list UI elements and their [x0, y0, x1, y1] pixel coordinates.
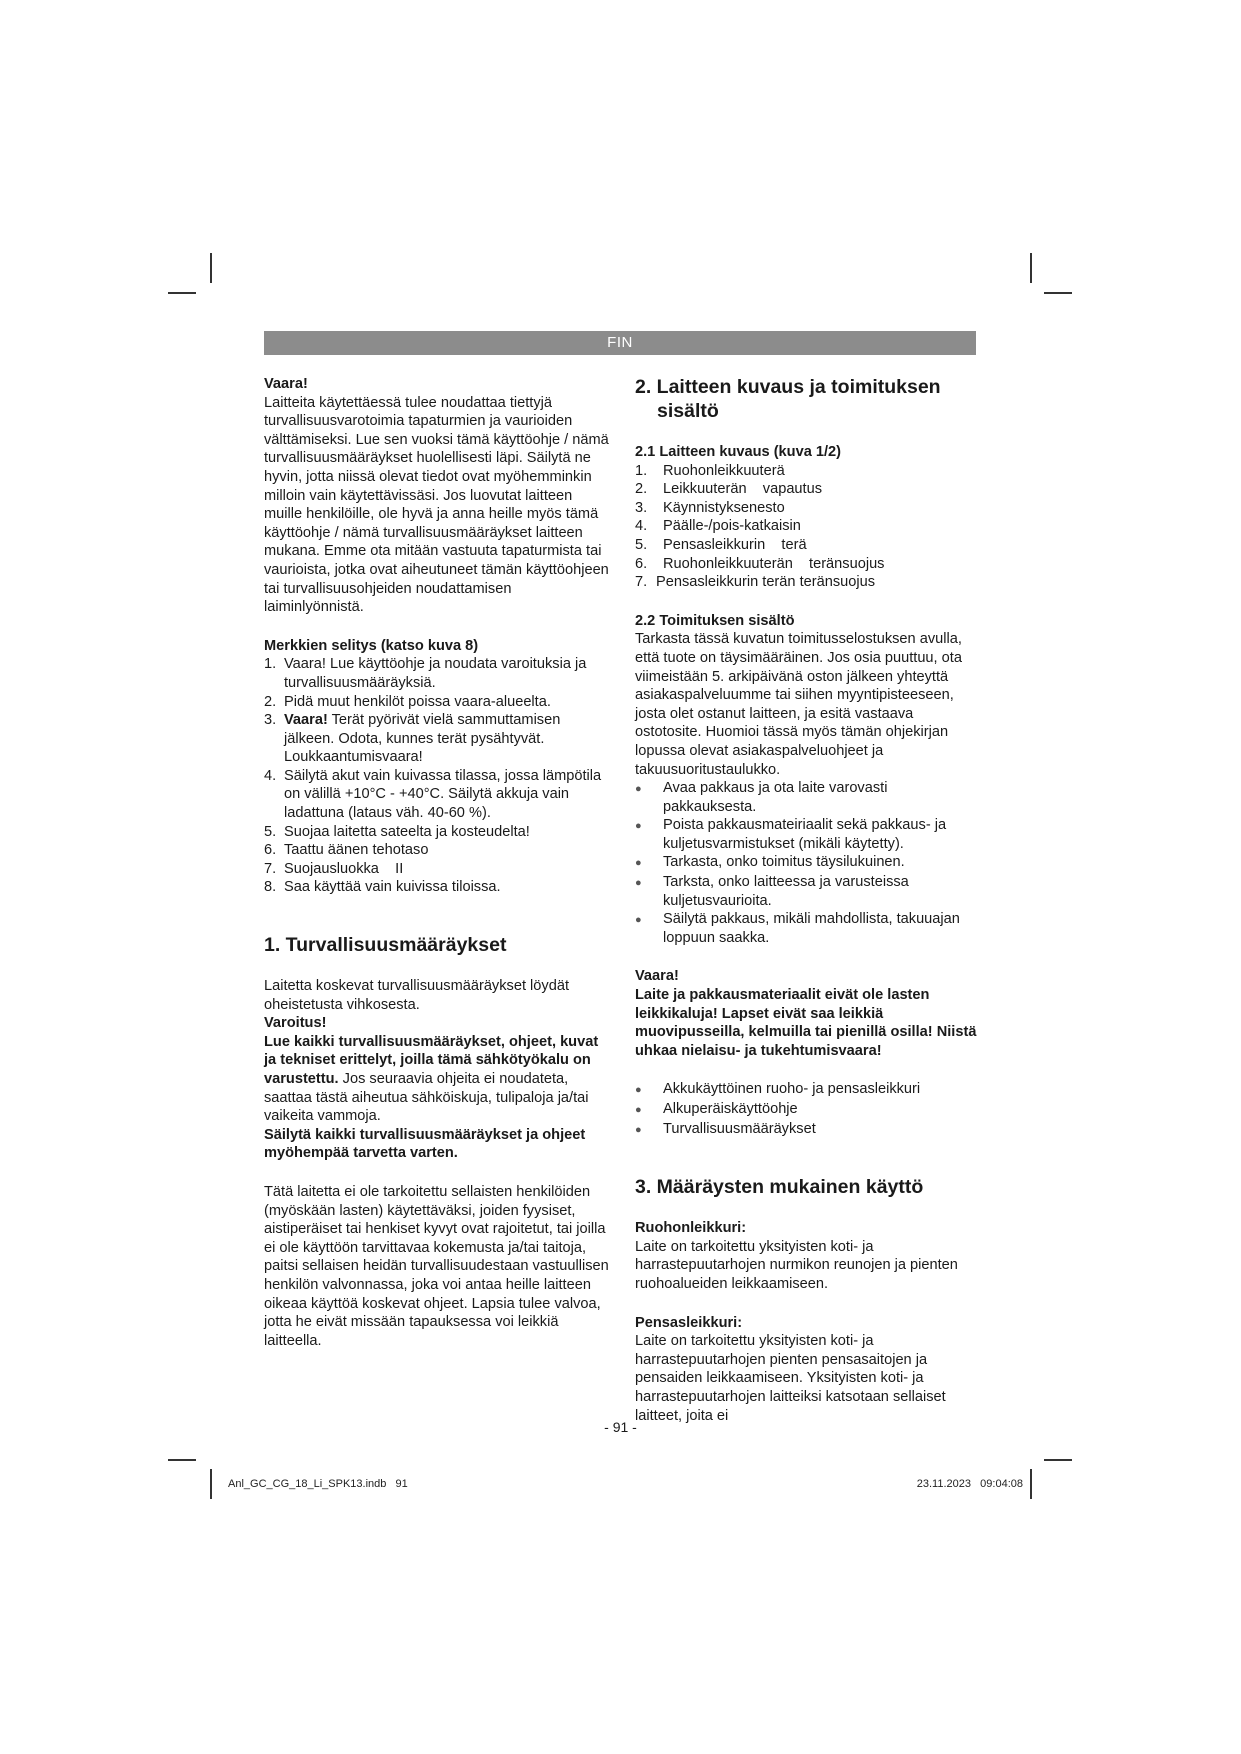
list-item: ● Akkukäyttöinen ruoho- ja pensasleikkuri: [635, 1080, 980, 1100]
section-1-title: 1. Turvallisuusmääräykset: [264, 934, 507, 957]
crop-mark: [1030, 1469, 1032, 1499]
section-3-title: 3. Määräysten mukainen käyttö: [635, 1176, 924, 1199]
list-item: ● Avaa pakkaus ja ota laite varovasti pakkauksesta.: [635, 780, 888, 815]
list-item: 6. Taattu äänen tehotaso: [264, 842, 429, 859]
hedge-trimmer-text: Laite on tarkoitettu yksityisten koti- ja harrastepuutarhojen pienten pensasaitojen ja pensaiden leikkaamiseen. Yksityisten koti- ja harrastepuutarhojen laitteiksi katsotaan sellaiset laitteet, joita ei: [635, 1333, 946, 1424]
hedge-trimmer-heading: Pensasleikkuri:: [635, 1314, 743, 1331]
list-item: 4. Päälle-/pois-katkaisin: [635, 518, 801, 535]
parts-list: [635, 462, 980, 592]
caution-text: Lue kaikki turvallisuusmääräykset, ohjeet, kuvat ja tekniset erittelyt, joilla tämä sähkötyökalu on varustettu. Jos seuraavia ohjeita ei noudateta, saattaa tästä aiheutua sähköiskuja, tulipaloja ja/tai vaikeita vammoja.: [264, 1033, 599, 1125]
bullet-icon: ●: [635, 877, 642, 890]
crop-mark: [210, 1469, 212, 1499]
list-item: ● Tarksta, onko laitteessa ja varusteissa kuljetusvaurioita.: [635, 874, 909, 909]
list-item: 3. Käynnistyksenesto: [635, 499, 785, 516]
bullet-icon: ●: [635, 820, 642, 833]
list-item: ● Tarkasta, onko toimitus täysilukuinen.: [635, 853, 980, 873]
delivery-contents-list: [635, 1080, 980, 1139]
list-item: 5. Pensasleikkurin terä: [635, 536, 807, 553]
section-2-title: 2. Laitteen kuvaus ja toimituksen sisältö: [635, 376, 941, 422]
list-item: 6. Ruohonleikkuuterän teränsuojus: [635, 555, 885, 572]
warning-heading-2: Vaara!: [635, 968, 679, 985]
bullet-icon: ●: [635, 783, 642, 796]
right-column: [635, 375, 980, 1425]
list-item: ● Säilytä pakkaus, mikäli mahdollista, takuuajan loppuun saakka.: [635, 911, 960, 946]
keep-instructions-text: Säilytä kaikki turvallisuusmääräykset ja ohjeet myöhempää tarvetta varten.: [264, 1126, 586, 1162]
crop-mark: [210, 253, 212, 283]
bullet-icon: ●: [635, 857, 642, 870]
page-number: - 91 -: [604, 1419, 637, 1435]
symbols-list: [264, 655, 610, 897]
warning-text: Laitteita käytettäessä tulee noudattaa tiettyjä turvallisuusvarotoimia tapaturmien ja vaurioiden välttämiseksi. Lue sen vuoksi tämä käyttöohje / nämä turvallisuusmääräykset huolellisesti läpi. Säilytä ne hyvin, jotta niissä olevat tiedot ovat myöhemminkin milloin vain käytettävissäsi. Jos luovutat laitteen muille henkilöille, ole hyvä ja anna heille myös tämä käyttöohje / nämä turvallisuusmääräykset laitteen mukana. Emme ota mitään vastuuta tapaturmista tai vaurioista, jotka ovat aiheutuneet tämän käyttöohjeen tai turvallisuusohjeiden noudattamisen laiminlyönnistä.: [264, 394, 609, 616]
lawn-trimmer-heading: Ruohonleikkuri:: [635, 1220, 747, 1237]
crop-mark: [1044, 292, 1072, 294]
crop-mark: [168, 1459, 196, 1461]
list-item: 4. Säilytä akut vain kuivassa tilassa, jossa lämpötila on välillä +10°C - +40°C. Säilytä akkuja vain ladattuna (lataus väh. 40-60 %).: [264, 767, 602, 822]
user-restriction-text: Tätä laitetta ei ole tarkoitettu sellaisten henkilöiden (myöskään lasten) käytettäväksi, joiden fyysiset, aistiperäiset tai henkiset kyvyt ovat rajoitetut, tai joilla ei ole käyttöön tarvittavaa kokemusta ja/tai taitoja, paitsi sellaisen heidän turvallisuudestaan vastuullisen henkilön valvonnassa, joka voi antaa heille laitteen oikeaa käyttöä koskevat ohjeet. Lapsia tulee valvoa, jotta he eivät missään tapauksessa voi leikkiä laitteella.: [264, 1183, 609, 1349]
list-item: ● Poista pakkausmateiriaalit sekä pakkaus- ja kuljetusvarmistukset (mikäli käytetty).: [635, 817, 947, 852]
footer-datetime: 23.11.2023 09:04:08: [916, 1478, 1023, 1490]
bullet-icon: ●: [635, 1104, 642, 1116]
unpacking-list: [635, 779, 980, 947]
list-item: 2. Leikkuuterän vapautus: [635, 481, 823, 498]
crop-mark: [1044, 1459, 1072, 1461]
crop-mark: [1030, 253, 1032, 283]
delivery-check-text: Tarkasta tässä kuvatun toimitusselostuksen avulla, että tuote on täysimääräinen. Jos osia puuttuu, ota viimeistään 5. arkipäivänä oston jälkeen yhteyttä asiakaspalveluumme tai siihen myyntipisteeseen, josta olet ostanut laitteen, ja esitä vastaava ostotosite. Huomioi tässä myös tämän ohjekirjan lopussa olevat asiakaspalveluohjeet ja takuusuoritustaulukko.: [635, 631, 962, 778]
section-2-2-heading: 2.2 Toimituksen sisältö: [635, 612, 795, 629]
list-item: 1. Ruohonleikkuuterä: [635, 462, 785, 479]
list-item: 2. Pidä muut henkilöt poissa vaara-alueelta.: [264, 693, 551, 710]
crop-mark: [168, 292, 196, 294]
list-item: 1. Vaara! Lue käyttöohje ja noudata varoituksia ja turvallisuusmääräyksiä.: [264, 656, 587, 691]
list-item: 7. Suojausluokka II: [264, 860, 404, 877]
symbols-heading: Merkkien selitys (katso kuva 8): [264, 637, 479, 654]
list-item: 5. Suojaa laitetta sateelta ja kosteudelta!: [264, 823, 530, 840]
list-item: 3. Vaara! Terät pyörivät vielä sammuttamisen jälkeen. Odota, kunnes terät pysähtyvät. Loukkaantumisvaara!: [264, 712, 561, 766]
list-item: 7. Pensasleikkurin terän teränsuojus: [635, 574, 876, 591]
packaging-warning-text: Laite ja pakkausmateriaalit eivät ole lasten leikkikaluja! Lapset eivät saa leikkiä muovipusseilla, kelmuilla tai pienillä osilla! Niistä uhkaa nielaisu- ja tukehtumisvaara!: [635, 987, 977, 1059]
list-item: ● Turvallisuusmääräykset: [635, 1120, 980, 1140]
left-column: [264, 375, 610, 1350]
caution-heading: Varoitus!: [264, 1015, 327, 1032]
list-item: 8. Saa käyttää vain kuivissa tiloissa.: [264, 879, 501, 896]
bullet-icon: ●: [635, 914, 642, 927]
bullet-icon: ●: [635, 1123, 642, 1136]
language-header-bar: [264, 331, 976, 355]
list-item: ● Alkuperäiskäyttöohje: [635, 1100, 980, 1120]
section-2-1-heading: 2.1 Laitteen kuvaus (kuva 1/2): [635, 444, 842, 460]
warning-heading: Vaara!: [264, 376, 308, 392]
lawn-trimmer-text: Laite on tarkoitettu yksityisten koti- ja harrastepuutarhojen nurmikon reunojen ja pienten ruohoalueiden leikkaamiseen.: [635, 1238, 958, 1292]
section-1-intro: Laitetta koskevat turvallisuusmääräykset löydät oheistetusta vihkosesta.: [264, 978, 569, 1013]
bullet-icon: ●: [635, 1084, 642, 1097]
language-label: FIN: [607, 334, 633, 351]
footer-file-info: Anl_GC_CG_18_Li_SPK13.indb 91: [228, 1478, 408, 1490]
